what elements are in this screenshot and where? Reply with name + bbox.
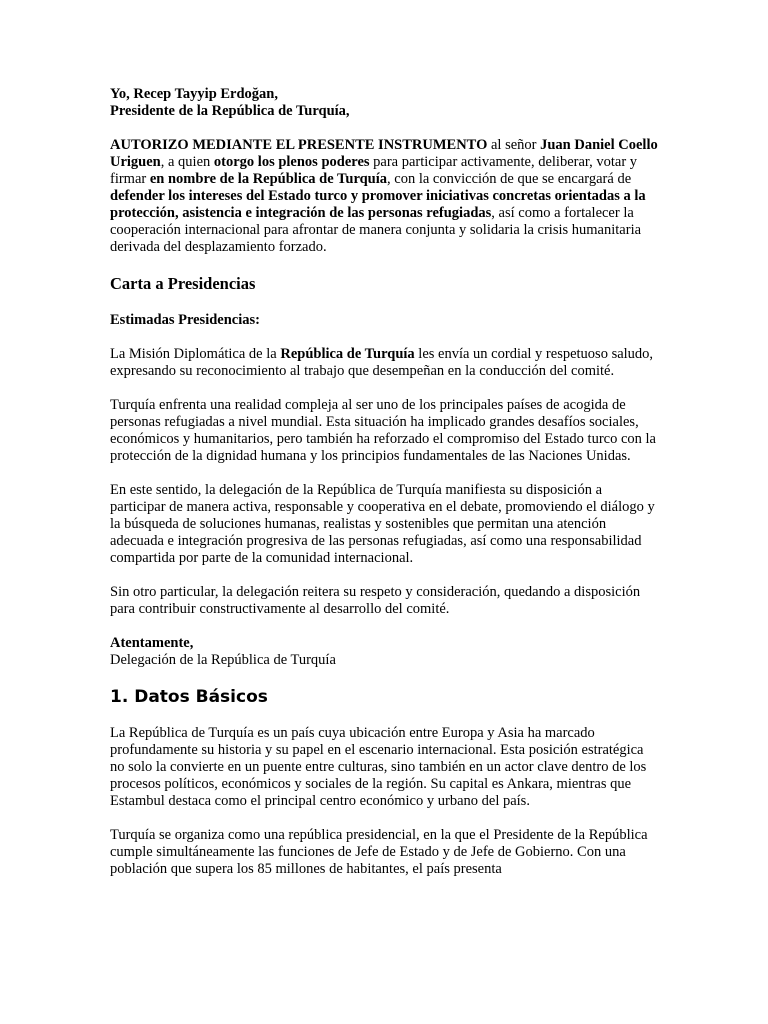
document-content	[110, 86, 658, 878]
letter-paragraph-1: La Misión Diplomática de la República de Turquía les envía un cordial y respetuoso saludo, expresando su reconocimiento al trabajo que desempeñan en la conducción del comité.	[110, 346, 654, 379]
letter-paragraph-2: Turquía enfrenta una realidad compleja al ser uno de los principales países de acogida de personas refugiadas a nivel mundial. Esta situación ha implicado grandes desafíos sociales, económicos y humanitarios, pero también ha reforzado el compromiso del Estado turco con la protección de la dignidad humana y los principios fundamentales de las Naciones Unidas.	[110, 397, 656, 464]
authorization-paragraph: AUTORIZO MEDIANTE EL PRESENTE INSTRUMENTO al señor Juan Daniel Coello Uriguen, a quien otorgo los plenos poderes para participar activamente, deliberar, votar y firmar en nombre de la República de Turquía, con la convicción de que se encargará de defender los intereses del Estado turco y promover iniciativas concretas orientadas a la protección, asistencia e integración de las personas refugiadas, así como a fortalecer la cooperación internacional para afrontar de manera conjunta y solidaria la crisis humanitaria derivada del desplazamiento forzado.	[110, 137, 658, 255]
section-1-title: 1. Datos Básicos	[110, 687, 268, 707]
closing: Atentamente,	[110, 635, 194, 651]
heading-line-2: Presidente de la República de Turquía,	[110, 103, 350, 119]
letter-title: Carta a Presidencias	[110, 274, 256, 293]
signature: Delegación de la República de Turquía	[110, 652, 336, 668]
letter-paragraph-4: Sin otro particular, la delegación reitera su respeto y consideración, quedando a disposición para contribuir constructivamente al desarrollo del comité.	[110, 584, 641, 617]
section-1-paragraph-1: La República de Turquía es un país cuya ubicación entre Europa y Asia ha marcado profundamente su historia y su papel en el escenario internacional. Esta posición estratégica no solo la convierte en un puente entre culturas, sino también en un actor clave dentro de los procesos políticos, económicos y sociales de la región. Su capital es Ankara, mientras que Estambul destaca como el principal centro económico y urbano del país.	[110, 725, 647, 809]
salutation: Estimadas Presidencias:	[110, 312, 260, 328]
section-1-paragraph-2: Turquía se organiza como una república presidencial, en la que el Presidente de la República cumple simultáneamente las funciones de Jefe de Estado y de Jefe de Gobierno. Con una población que supera los 85 millones de habitantes, el país presenta	[110, 827, 648, 877]
letter-paragraph-3: En este sentido, la delegación de la República de Turquía manifiesta su disposición a participar de manera activa, responsable y cooperativa en el debate, promoviendo el diálogo y la búsqueda de soluciones humanas, realistas y sostenibles que permitan una atención adecuada e integración progresiva de las personas refugiadas, así como una responsabilidad compartida por parte de la comunidad internacional.	[110, 482, 655, 566]
heading-line-1: Yo, Recep Tayyip Erdoğan,	[110, 86, 278, 102]
